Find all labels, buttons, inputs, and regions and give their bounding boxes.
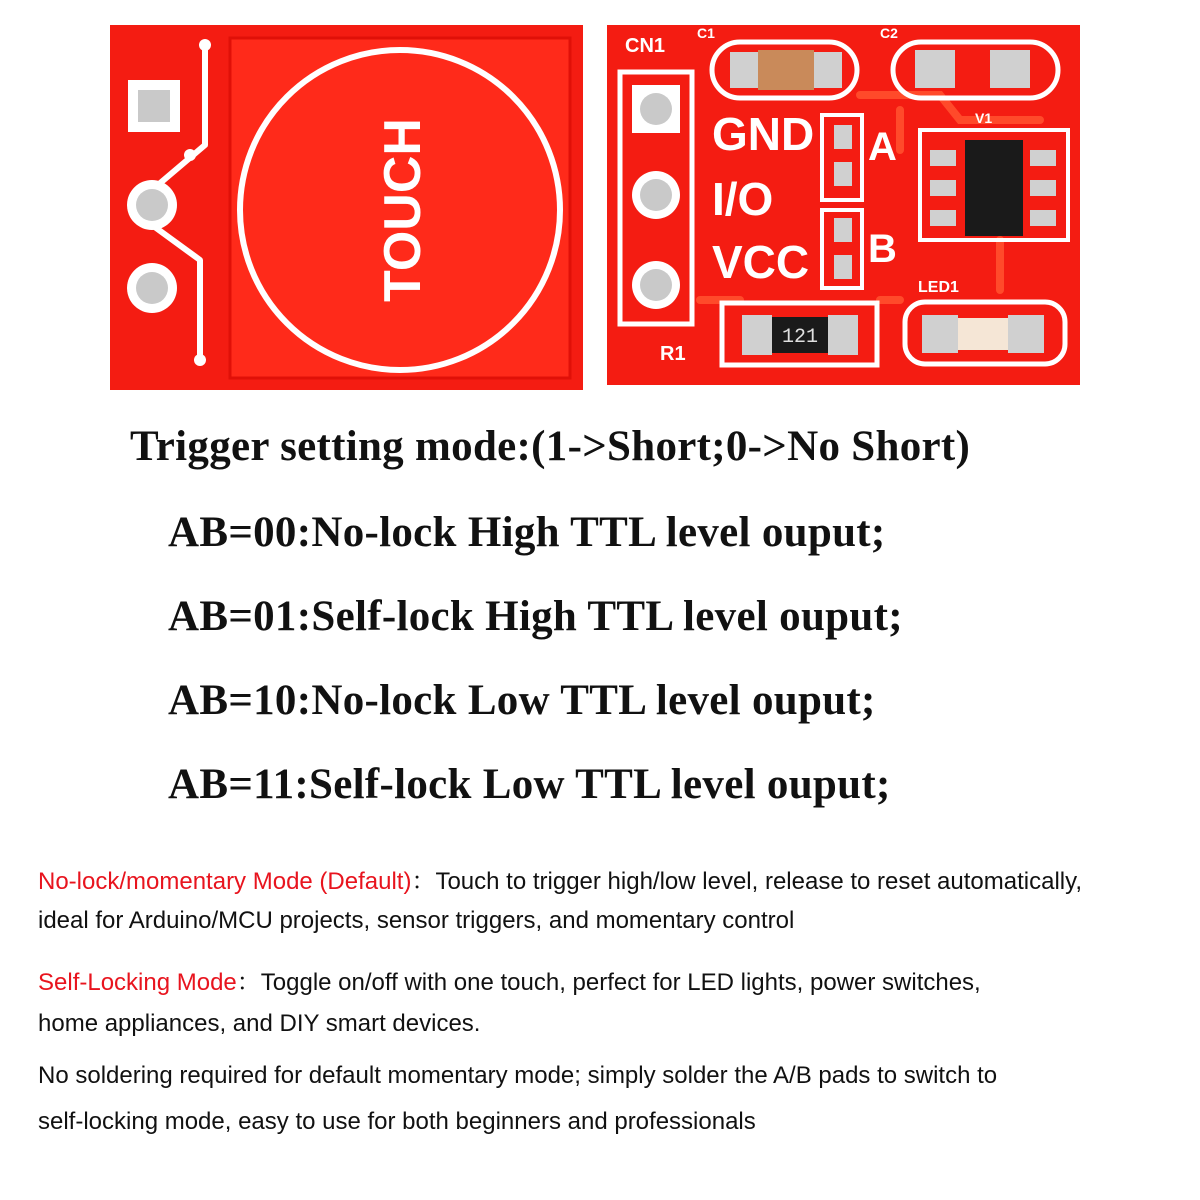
c1-body <box>758 50 814 90</box>
square-pad-inner <box>138 90 170 122</box>
round-pad-inner <box>640 93 672 125</box>
mode-line-ab01: AB=01:Self-lock High TTL level ouput; <box>168 593 903 640</box>
right-board <box>607 25 1080 385</box>
desc-momentary-line1 <box>38 861 1082 896</box>
r1-pad <box>742 315 772 355</box>
jumper-a-label: A <box>868 125 897 169</box>
chip-pin <box>930 210 956 226</box>
round-pad-inner <box>136 189 168 221</box>
left-board <box>110 25 583 390</box>
via-icon <box>184 149 196 161</box>
chip-pin <box>930 180 956 196</box>
chip-icon <box>965 140 1023 236</box>
selflock-mode-label: Self-Locking Mode <box>38 969 237 996</box>
chip-pin <box>1030 180 1056 196</box>
round-pad-inner <box>640 179 672 211</box>
io-label: I/O <box>712 173 774 225</box>
c2-pad <box>915 50 955 88</box>
via-icon <box>199 39 211 51</box>
led-pad <box>1008 315 1044 353</box>
desc-soldering-line2: self-locking mode, easy to use for both beginners and professionals <box>38 1108 756 1135</box>
led1-label: LED1 <box>918 279 959 296</box>
momentary-text: Touch to trigger high/low level, release to reset automatically, <box>435 868 1082 895</box>
c1-pad <box>730 52 758 88</box>
via-icon <box>194 354 206 366</box>
touch-label: TOUCH <box>374 118 432 302</box>
pcb-illustration <box>0 0 1200 400</box>
jumper-b-pad[interactable] <box>834 255 852 279</box>
chip-pin <box>1030 150 1056 166</box>
round-pad-inner <box>136 272 168 304</box>
led-icon <box>958 318 1008 350</box>
r1-pad <box>828 315 858 355</box>
c2-label: C2 <box>880 25 898 41</box>
vcc-label: VCC <box>712 236 810 288</box>
mode-line-ab10: AB=10:No-lock Low TTL level ouput; <box>168 677 876 724</box>
cn1-label: CN1 <box>625 35 666 57</box>
r1-label: R1 <box>660 343 686 365</box>
resistor-code: 121 <box>781 326 819 349</box>
separator: ： <box>236 969 261 996</box>
desc-momentary-line2: ideal for Arduino/MCU projects, sensor triggers, and momentary control <box>38 907 795 934</box>
momentary-mode-label: No-lock/momentary Mode (Default) <box>38 868 412 895</box>
jumper-b-label: B <box>868 227 897 271</box>
chip-pin <box>1030 210 1056 226</box>
jumper-b-pad[interactable] <box>834 218 852 242</box>
jumper-a-pad[interactable] <box>834 125 852 149</box>
mode-line-ab00: AB=00:No-lock High TTL level ouput; <box>168 509 886 556</box>
trigger-heading: Trigger setting mode:(1->Short;0->No Short) <box>130 423 971 470</box>
desc-selflock-line2: home appliances, and DIY smart devices. <box>38 1010 481 1037</box>
separator: ： <box>411 868 436 895</box>
round-pad-inner <box>640 269 672 301</box>
desc-selflock-line1 <box>38 962 981 997</box>
c2-pad <box>990 50 1030 88</box>
gnd-label: GND <box>712 108 815 160</box>
jumper-a-pad[interactable] <box>834 162 852 186</box>
led-pad <box>922 315 958 353</box>
v1-label: V1 <box>975 110 993 126</box>
mode-line-ab11: AB=11:Self-lock Low TTL level ouput; <box>168 761 891 808</box>
chip-pin <box>930 150 956 166</box>
desc-soldering-line1: No soldering required for default momentary mode; simply solder the A/B pads to switch to <box>38 1062 998 1089</box>
c1-label: C1 <box>697 25 715 41</box>
c1-pad <box>814 52 842 88</box>
selflock-text: Toggle on/off with one touch, perfect for LED lights, power switches, <box>260 969 981 996</box>
